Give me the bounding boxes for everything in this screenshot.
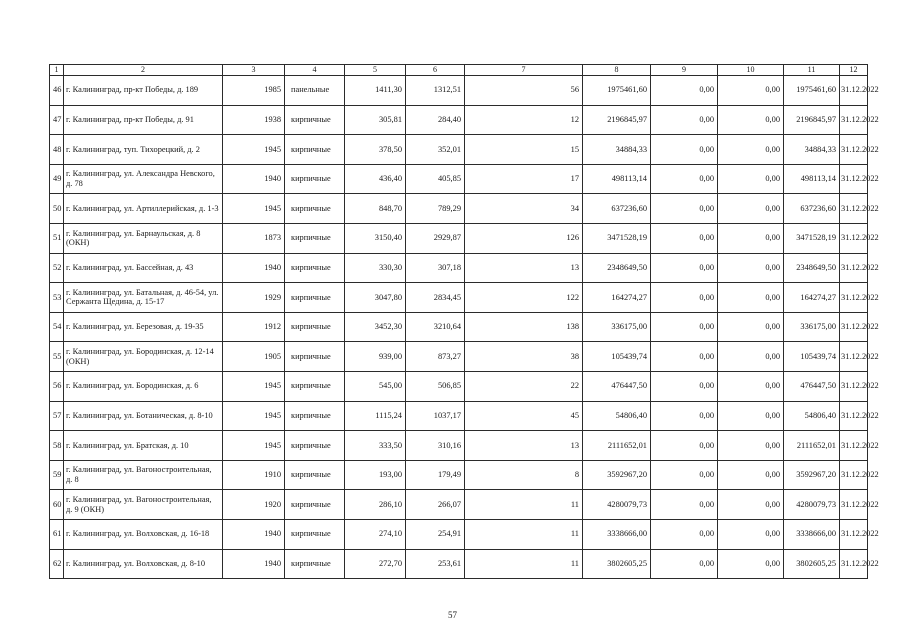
cell-address: г. Калининград, ул. Батальная, д. 46-54, ул. Сержанта Щедина, д. 15-17 bbox=[64, 283, 223, 313]
cell-year-built: 1910 bbox=[223, 460, 285, 490]
cell-row-number: 50 bbox=[50, 194, 64, 224]
cell-living-area: 1037,17 bbox=[406, 401, 465, 431]
cell-total-area: 3452,30 bbox=[345, 312, 406, 342]
cell-total-cost: 2348649,50 bbox=[583, 253, 651, 283]
cell-total-area: 3150,40 bbox=[345, 223, 406, 253]
table-row bbox=[50, 460, 868, 490]
cell-total-area: 939,00 bbox=[345, 342, 406, 372]
cell-cost-region: 3592967,20 bbox=[784, 460, 840, 490]
cell-residents: 126 bbox=[465, 223, 583, 253]
cell-row-number: 56 bbox=[50, 371, 64, 401]
cell-wall-material: кирпичные bbox=[285, 342, 345, 372]
cell-year-built: 1945 bbox=[223, 371, 285, 401]
cell-cost-fund: 0,00 bbox=[651, 519, 718, 549]
cell-deadline-date: 31.12.2022 bbox=[840, 460, 868, 490]
cell-deadline-date: 31.12.2022 bbox=[840, 76, 868, 106]
cell-address: г. Калининград, пр-кт Победы, д. 189 bbox=[64, 76, 223, 106]
cell-residents: 56 bbox=[465, 76, 583, 106]
cell-total-area: 378,50 bbox=[345, 135, 406, 165]
cell-deadline-date: 31.12.2022 bbox=[840, 194, 868, 224]
registry-table bbox=[49, 64, 879, 579]
cell-deadline-date: 31.12.2022 bbox=[840, 253, 868, 283]
cell-wall-material: кирпичные bbox=[285, 460, 345, 490]
cell-total-cost: 54806,40 bbox=[583, 401, 651, 431]
cell-cost-fund: 0,00 bbox=[651, 460, 718, 490]
cell-address: г. Калининград, ул. Ботаническая, д. 8-10 bbox=[64, 401, 223, 431]
cell-cost-fund: 0,00 bbox=[651, 253, 718, 283]
cell-cost-other: 0,00 bbox=[718, 253, 784, 283]
cell-cost-fund: 0,00 bbox=[651, 401, 718, 431]
cell-total-cost: 3592967,20 bbox=[583, 460, 651, 490]
cell-year-built: 1940 bbox=[223, 253, 285, 283]
cell-cost-other: 0,00 bbox=[718, 105, 784, 135]
cell-cost-other: 0,00 bbox=[718, 371, 784, 401]
cell-row-number: 54 bbox=[50, 312, 64, 342]
cell-cost-other: 0,00 bbox=[718, 223, 784, 253]
cell-total-area: 286,10 bbox=[345, 490, 406, 520]
cell-cost-other: 0,00 bbox=[718, 431, 784, 461]
cell-cost-other: 0,00 bbox=[718, 549, 784, 579]
cell-cost-fund: 0,00 bbox=[651, 549, 718, 579]
table-row bbox=[50, 76, 868, 106]
cell-address: г. Калининград, ул. Березовая, д. 19-35 bbox=[64, 312, 223, 342]
cell-wall-material: кирпичные bbox=[285, 401, 345, 431]
cell-cost-other: 0,00 bbox=[718, 76, 784, 106]
cell-deadline-date: 31.12.2022 bbox=[840, 519, 868, 549]
cell-cost-region: 105439,74 bbox=[784, 342, 840, 372]
cell-address: г. Калининград, ул. Братская, д. 10 bbox=[64, 431, 223, 461]
cell-year-built: 1940 bbox=[223, 164, 285, 194]
table-row bbox=[50, 164, 868, 194]
cell-deadline-date: 31.12.2022 bbox=[840, 549, 868, 579]
cell-living-area: 506,85 bbox=[406, 371, 465, 401]
cell-total-cost: 3338666,00 bbox=[583, 519, 651, 549]
cell-wall-material: кирпичные bbox=[285, 519, 345, 549]
cell-deadline-date: 31.12.2022 bbox=[840, 431, 868, 461]
column-header: 10 bbox=[718, 65, 784, 76]
cell-cost-region: 1975461,60 bbox=[784, 76, 840, 106]
cell-total-cost: 476447,50 bbox=[583, 371, 651, 401]
table-row bbox=[50, 549, 868, 579]
cell-cost-fund: 0,00 bbox=[651, 194, 718, 224]
column-header: 9 bbox=[651, 65, 718, 76]
cell-total-cost: 105439,74 bbox=[583, 342, 651, 372]
table-header bbox=[50, 65, 868, 76]
cell-address: г. Калининград, ул. Вагоностроительная, д. 9 (ОКН) bbox=[64, 490, 223, 520]
cell-total-area: 1411,30 bbox=[345, 76, 406, 106]
cell-living-area: 873,27 bbox=[406, 342, 465, 372]
cell-deadline-date: 31.12.2022 bbox=[840, 371, 868, 401]
column-header: 4 bbox=[285, 65, 345, 76]
cell-living-area: 266,07 bbox=[406, 490, 465, 520]
cell-deadline-date: 31.12.2022 bbox=[840, 312, 868, 342]
cell-wall-material: кирпичные bbox=[285, 223, 345, 253]
cell-total-area: 274,10 bbox=[345, 519, 406, 549]
cell-total-cost: 3471528,19 bbox=[583, 223, 651, 253]
cell-row-number: 57 bbox=[50, 401, 64, 431]
column-header: 3 bbox=[223, 65, 285, 76]
cell-cost-region: 3802605,25 bbox=[784, 549, 840, 579]
cell-residents: 34 bbox=[465, 194, 583, 224]
cell-living-area: 253,61 bbox=[406, 549, 465, 579]
cell-total-area: 3047,80 bbox=[345, 283, 406, 313]
cell-total-cost: 164274,27 bbox=[583, 283, 651, 313]
cell-deadline-date: 31.12.2022 bbox=[840, 490, 868, 520]
cell-wall-material: кирпичные bbox=[285, 431, 345, 461]
cell-total-area: 333,50 bbox=[345, 431, 406, 461]
cell-living-area: 789,29 bbox=[406, 194, 465, 224]
cell-year-built: 1938 bbox=[223, 105, 285, 135]
cell-row-number: 55 bbox=[50, 342, 64, 372]
cell-cost-fund: 0,00 bbox=[651, 431, 718, 461]
cell-total-area: 848,70 bbox=[345, 194, 406, 224]
cell-living-area: 310,16 bbox=[406, 431, 465, 461]
column-header: 11 bbox=[784, 65, 840, 76]
cell-year-built: 1920 bbox=[223, 490, 285, 520]
cell-row-number: 53 bbox=[50, 283, 64, 313]
cell-deadline-date: 31.12.2022 bbox=[840, 342, 868, 372]
cell-total-cost: 3802605,25 bbox=[583, 549, 651, 579]
table-row bbox=[50, 283, 868, 313]
cell-year-built: 1945 bbox=[223, 194, 285, 224]
cell-cost-fund: 0,00 bbox=[651, 342, 718, 372]
header-row bbox=[50, 65, 868, 76]
cell-total-area: 545,00 bbox=[345, 371, 406, 401]
cell-address: г. Калининград, ул. Артиллерийская, д. 1-3 bbox=[64, 194, 223, 224]
cell-address: г. Калининград, ул. Бородинская, д. 6 bbox=[64, 371, 223, 401]
cell-year-built: 1912 bbox=[223, 312, 285, 342]
cell-cost-fund: 0,00 bbox=[651, 283, 718, 313]
cell-residents: 22 bbox=[465, 371, 583, 401]
cell-wall-material: кирпичные bbox=[285, 135, 345, 165]
cell-living-area: 179,49 bbox=[406, 460, 465, 490]
cell-residents: 45 bbox=[465, 401, 583, 431]
cell-residents: 13 bbox=[465, 253, 583, 283]
cell-row-number: 48 bbox=[50, 135, 64, 165]
cell-total-area: 436,40 bbox=[345, 164, 406, 194]
cell-cost-region: 54806,40 bbox=[784, 401, 840, 431]
cell-residents: 138 bbox=[465, 312, 583, 342]
cell-year-built: 1945 bbox=[223, 401, 285, 431]
cell-residents: 122 bbox=[465, 283, 583, 313]
cell-year-built: 1905 bbox=[223, 342, 285, 372]
cell-year-built: 1940 bbox=[223, 519, 285, 549]
cell-row-number: 51 bbox=[50, 223, 64, 253]
table-row bbox=[50, 253, 868, 283]
cell-total-area: 272,70 bbox=[345, 549, 406, 579]
cell-total-area: 1115,24 bbox=[345, 401, 406, 431]
cell-total-cost: 34884,33 bbox=[583, 135, 651, 165]
cell-wall-material: панельные bbox=[285, 76, 345, 106]
cell-cost-region: 164274,27 bbox=[784, 283, 840, 313]
column-header: 5 bbox=[345, 65, 406, 76]
cell-cost-region: 498113,14 bbox=[784, 164, 840, 194]
cell-total-area: 305,81 bbox=[345, 105, 406, 135]
cell-row-number: 47 bbox=[50, 105, 64, 135]
table-body bbox=[50, 76, 879, 579]
cell-cost-region: 4280079,73 bbox=[784, 490, 840, 520]
cell-cost-other: 0,00 bbox=[718, 312, 784, 342]
cell-row-number: 61 bbox=[50, 519, 64, 549]
cell-living-area: 352,01 bbox=[406, 135, 465, 165]
cell-cost-other: 0,00 bbox=[718, 194, 784, 224]
cell-cost-other: 0,00 bbox=[718, 283, 784, 313]
cell-cost-other: 0,00 bbox=[718, 490, 784, 520]
cell-wall-material: кирпичные bbox=[285, 283, 345, 313]
cell-cost-other: 0,00 bbox=[718, 519, 784, 549]
cell-cost-other: 0,00 bbox=[718, 164, 784, 194]
cell-deadline-date: 31.12.2022 bbox=[840, 164, 868, 194]
cell-living-area: 254,91 bbox=[406, 519, 465, 549]
cell-total-cost: 2196845,97 bbox=[583, 105, 651, 135]
table-row bbox=[50, 431, 868, 461]
cell-address: г. Калининград, туп. Тихорецкий, д. 2 bbox=[64, 135, 223, 165]
cell-total-cost: 336175,00 bbox=[583, 312, 651, 342]
cell-total-cost: 2111652,01 bbox=[583, 431, 651, 461]
cell-living-area: 1312,51 bbox=[406, 76, 465, 106]
cell-cost-fund: 0,00 bbox=[651, 105, 718, 135]
cell-deadline-date: 31.12.2022 bbox=[840, 105, 868, 135]
cell-year-built: 1940 bbox=[223, 549, 285, 579]
table-row bbox=[50, 371, 868, 401]
table-row bbox=[50, 312, 868, 342]
cell-living-area: 307,18 bbox=[406, 253, 465, 283]
cell-living-area: 405,85 bbox=[406, 164, 465, 194]
cell-row-number: 60 bbox=[50, 490, 64, 520]
cell-address: г. Калининград, ул. Бассейная, д. 43 bbox=[64, 253, 223, 283]
cell-wall-material: кирпичные bbox=[285, 490, 345, 520]
table-row bbox=[50, 342, 868, 372]
cell-deadline-date: 31.12.2022 bbox=[840, 135, 868, 165]
cell-year-built: 1945 bbox=[223, 431, 285, 461]
table-row bbox=[50, 105, 868, 135]
cell-cost-region: 2348649,50 bbox=[784, 253, 840, 283]
cell-address: г. Калининград, пр-кт Победы, д. 91 bbox=[64, 105, 223, 135]
cell-residents: 13 bbox=[465, 431, 583, 461]
cell-year-built: 1929 bbox=[223, 283, 285, 313]
cell-cost-other: 0,00 bbox=[718, 401, 784, 431]
cell-cost-region: 637236,60 bbox=[784, 194, 840, 224]
cell-living-area: 284,40 bbox=[406, 105, 465, 135]
cell-cost-fund: 0,00 bbox=[651, 76, 718, 106]
cell-residents: 15 bbox=[465, 135, 583, 165]
cell-deadline-date: 31.12.2022 bbox=[840, 401, 868, 431]
column-header: 2 bbox=[64, 65, 223, 76]
cell-residents: 38 bbox=[465, 342, 583, 372]
table-row bbox=[50, 519, 868, 549]
cell-row-number: 59 bbox=[50, 460, 64, 490]
cell-cost-fund: 0,00 bbox=[651, 371, 718, 401]
cell-cost-fund: 0,00 bbox=[651, 490, 718, 520]
cell-address: г. Калининград, ул. Барнаульская, д. 8 (ОКН) bbox=[64, 223, 223, 253]
table-row bbox=[50, 194, 868, 224]
cell-cost-region: 2111652,01 bbox=[784, 431, 840, 461]
cell-total-cost: 637236,60 bbox=[583, 194, 651, 224]
cell-wall-material: кирпичные bbox=[285, 549, 345, 579]
table-row bbox=[50, 490, 868, 520]
cell-living-area: 2834,45 bbox=[406, 283, 465, 313]
cell-row-number: 49 bbox=[50, 164, 64, 194]
cell-residents: 11 bbox=[465, 519, 583, 549]
cell-cost-region: 3338666,00 bbox=[784, 519, 840, 549]
cell-residents: 11 bbox=[465, 549, 583, 579]
table-row bbox=[50, 223, 868, 253]
cell-address: г. Калининград, ул. Бородинская, д. 12-14 (ОКН) bbox=[64, 342, 223, 372]
cell-total-cost: 4280079,73 bbox=[583, 490, 651, 520]
column-header: 12 bbox=[840, 65, 868, 76]
cell-cost-other: 0,00 bbox=[718, 342, 784, 372]
column-header: 6 bbox=[406, 65, 465, 76]
cell-cost-region: 2196845,97 bbox=[784, 105, 840, 135]
cell-total-area: 193,00 bbox=[345, 460, 406, 490]
cell-cost-other: 0,00 bbox=[718, 460, 784, 490]
cell-total-cost: 498113,14 bbox=[583, 164, 651, 194]
cell-year-built: 1985 bbox=[223, 76, 285, 106]
cell-cost-region: 336175,00 bbox=[784, 312, 840, 342]
cell-cost-fund: 0,00 bbox=[651, 164, 718, 194]
column-header: 8 bbox=[583, 65, 651, 76]
cell-address: г. Калининград, ул. Волховская, д. 8-10 bbox=[64, 549, 223, 579]
page-number: 57 bbox=[448, 610, 457, 620]
cell-total-cost: 1975461,60 bbox=[583, 76, 651, 106]
cell-address: г. Калининград, ул. Вагоностроительная, д. 8 bbox=[64, 460, 223, 490]
cell-cost-region: 34884,33 bbox=[784, 135, 840, 165]
cell-wall-material: кирпичные bbox=[285, 194, 345, 224]
cell-cost-fund: 0,00 bbox=[651, 223, 718, 253]
cell-row-number: 52 bbox=[50, 253, 64, 283]
cell-cost-region: 3471528,19 bbox=[784, 223, 840, 253]
cell-year-built: 1945 bbox=[223, 135, 285, 165]
cell-cost-other: 0,00 bbox=[718, 135, 784, 165]
cell-year-built: 1873 bbox=[223, 223, 285, 253]
cell-deadline-date: 31.12.2022 bbox=[840, 283, 868, 313]
cell-deadline-date: 31.12.2022 bbox=[840, 223, 868, 253]
cell-wall-material: кирпичные bbox=[285, 371, 345, 401]
cell-wall-material: кирпичные bbox=[285, 105, 345, 135]
cell-cost-fund: 0,00 bbox=[651, 312, 718, 342]
cell-living-area: 3210,64 bbox=[406, 312, 465, 342]
cell-residents: 12 bbox=[465, 105, 583, 135]
cell-cost-region: 476447,50 bbox=[784, 371, 840, 401]
cell-wall-material: кирпичные bbox=[285, 312, 345, 342]
cell-row-number: 46 bbox=[50, 76, 64, 106]
cell-row-number: 58 bbox=[50, 431, 64, 461]
cell-residents: 8 bbox=[465, 460, 583, 490]
cell-address: г. Калининград, ул. Волховская, д. 16-18 bbox=[64, 519, 223, 549]
cell-wall-material: кирпичные bbox=[285, 164, 345, 194]
cell-residents: 11 bbox=[465, 490, 583, 520]
cell-residents: 17 bbox=[465, 164, 583, 194]
cell-total-area: 330,30 bbox=[345, 253, 406, 283]
column-header: 1 bbox=[50, 65, 64, 76]
cell-address: г. Калининград, ул. Александра Невского, д. 78 bbox=[64, 164, 223, 194]
table-row bbox=[50, 401, 868, 431]
cell-wall-material: кирпичные bbox=[285, 253, 345, 283]
cell-row-number: 62 bbox=[50, 549, 64, 579]
cell-living-area: 2929,87 bbox=[406, 223, 465, 253]
cell-cost-fund: 0,00 bbox=[651, 135, 718, 165]
column-header: 7 bbox=[465, 65, 583, 76]
table-row bbox=[50, 135, 868, 165]
